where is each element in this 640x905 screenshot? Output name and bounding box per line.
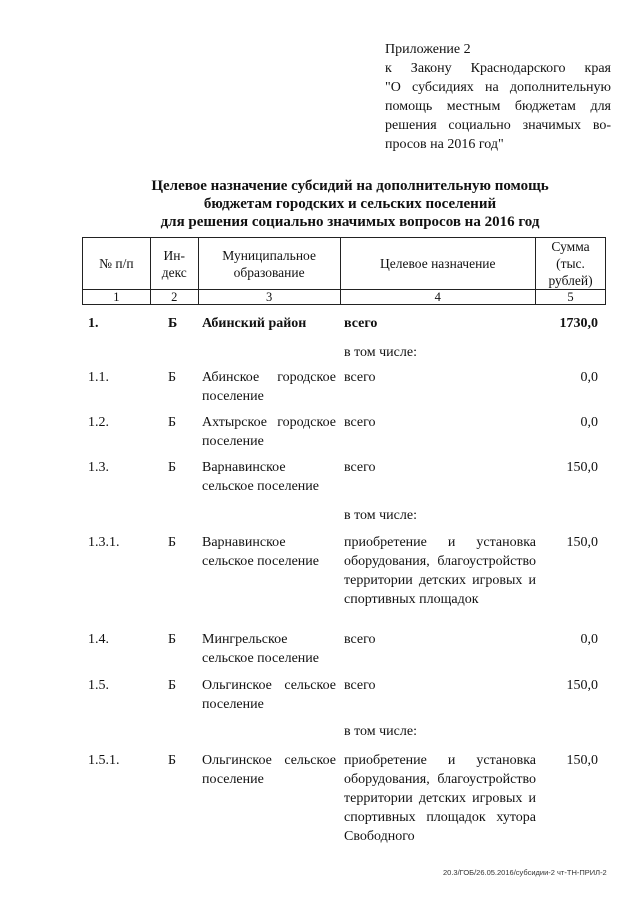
row-number: 1.3.1. — [88, 535, 120, 550]
row-amount: 150,0 — [566, 535, 598, 550]
row-municipality: Абинское городское поселение — [202, 370, 336, 404]
row-number: 1. — [88, 316, 99, 331]
row-purpose: приобретение и установка оборудования, благоустройство территории детских игровых и спортивных площадок — [344, 535, 536, 607]
title-line: для решения социально значимых вопросов на 2016 год — [160, 214, 540, 230]
row-purpose: приобретение и установка оборудования, благоустройство территории детских игровых и спортивных площадок хутора Свободного — [344, 753, 536, 844]
row-index: Б — [168, 753, 177, 768]
column-number: 2 — [150, 290, 198, 305]
column-number: 5 — [536, 290, 606, 305]
row-municipality: Мингрельское сельское поселение — [202, 632, 319, 666]
row-amount: 150,0 — [566, 678, 598, 693]
row-number: 1.5.1. — [88, 753, 120, 768]
row-index: Б — [168, 316, 178, 331]
row-purpose: всего — [344, 678, 376, 693]
header-index: Ин- декс — [150, 238, 198, 290]
row-index: Б — [168, 535, 177, 550]
title-line: Целевое назначение субсидий на дополнительную помощь — [151, 178, 549, 194]
row-municipality: Варнавинское сельское поселение — [202, 460, 319, 494]
annex-line: решения социально значимых во- — [385, 118, 611, 133]
row-index: Б — [168, 370, 177, 385]
row-purpose: всего — [344, 415, 376, 430]
row-purpose: всего — [344, 316, 378, 331]
row-municipality: Ахтырское городское поселение — [202, 415, 336, 449]
row-number: 1.3. — [88, 460, 109, 475]
row-amount: 0,0 — [580, 370, 598, 385]
title-line: бюджетам городских и сельских поселений — [203, 196, 497, 212]
header-number: № п/п — [83, 238, 151, 290]
row-municipality: Абинский район — [202, 316, 307, 331]
row-purpose: всего — [344, 632, 376, 647]
header-amount: Сумма (тыс. рублей) — [536, 238, 606, 290]
row-municipality: Ольгинское сельское поселение — [202, 753, 336, 787]
row-amount: 1730,0 — [559, 316, 598, 331]
annex-line: помощь местным бюджетам для — [385, 99, 611, 114]
row-municipality: Варнавинское сельское поселение — [202, 535, 319, 569]
column-number: 1 — [83, 290, 151, 305]
annex-line: "О субсидиях на дополнительную — [385, 80, 611, 95]
row-municipality: Ольгинское сельское поселение — [202, 678, 336, 712]
row-purpose: в том числе: — [344, 508, 417, 523]
row-index: Б — [168, 415, 177, 430]
row-number: 1.4. — [88, 632, 109, 647]
header-municipality: Муниципальное образование — [198, 238, 340, 290]
row-purpose: в том числе: — [344, 345, 417, 360]
row-index: Б — [168, 460, 177, 475]
column-number: 3 — [198, 290, 340, 305]
annex-title: Приложение 2 — [385, 42, 471, 57]
annex-line: просов на 2016 год" — [385, 137, 504, 152]
row-amount: 150,0 — [566, 460, 598, 475]
row-number: 1.1. — [88, 370, 109, 385]
row-index: Б — [168, 678, 177, 693]
header-purpose: Целевое назначение — [340, 238, 536, 290]
document-footer-code: 20.3/ГОБ/26.05.2016/субсидии-2 чт-ТН-ПРИЛ-2 — [443, 868, 607, 877]
column-number: 4 — [340, 290, 536, 305]
row-number: 1.5. — [88, 678, 109, 693]
row-purpose: всего — [344, 370, 376, 385]
annex-block — [385, 40, 611, 154]
annex-line: к Закону Краснодарского края — [385, 61, 611, 76]
row-amount: 0,0 — [580, 415, 598, 430]
document-title — [120, 177, 580, 231]
row-amount: 0,0 — [580, 632, 598, 647]
row-amount: 150,0 — [566, 753, 598, 768]
row-number: 1.2. — [88, 415, 109, 430]
table-header — [82, 237, 606, 305]
row-index: Б — [168, 632, 177, 647]
row-purpose: всего — [344, 460, 376, 475]
row-purpose: в том числе: — [344, 724, 417, 739]
